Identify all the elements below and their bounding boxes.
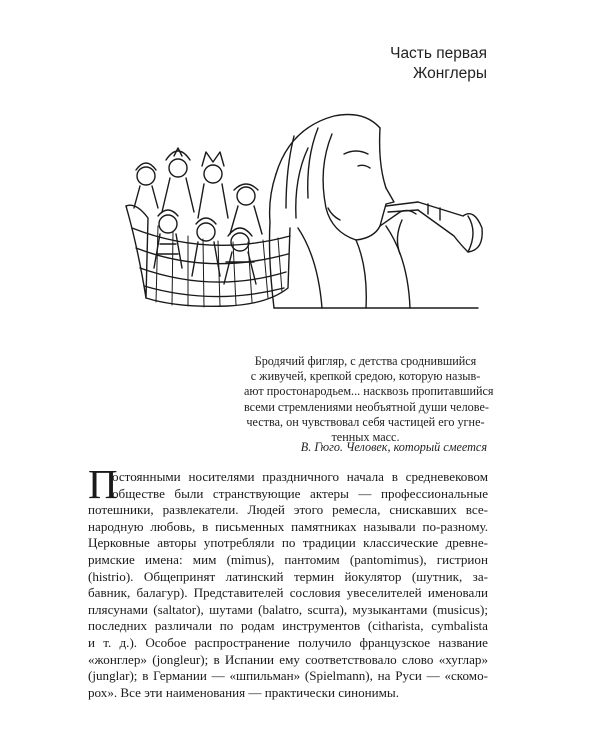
body-line: и т. д.). Особое распространение получило французское название: [88, 634, 488, 650]
part-title: Жонглеры: [412, 65, 487, 82]
body-line: (junglar); в Германии — «шпильман» (Spielmann), на Руси — «скомо-: [88, 668, 488, 684]
body-line: потешники, развлекатели. Людей этого ремесла, снискавших все-: [88, 502, 488, 518]
body-line: «жонглер» (jongleur); в Испании ему соответствовало слово «хуглар»: [88, 651, 488, 667]
epigraph-line: чества, он чувствовал себя частицей его угне-: [246, 414, 485, 429]
puppets: [134, 148, 262, 284]
part-heading: [390, 44, 487, 84]
horn: [386, 202, 482, 252]
epigraph-attribution: В. Гюго. Человек, который смеется: [300, 440, 487, 454]
epigraph-line: тенных масс.: [331, 430, 400, 445]
epigraph-line: с живучей, крепкой средою, которую назыв-: [250, 369, 481, 384]
epigraph: [244, 354, 494, 445]
body-line: народную любовь, в письменных памятниках называли по-разному.: [88, 518, 488, 534]
epigraph-line: всеми стремлениями необъятной души челове-: [244, 399, 489, 414]
body-line: бавник, балагур). Представителей сословия увеселителей именовали: [88, 585, 488, 601]
body-line: римские имена: мим (mimus), пантомим (pantomimus), гистрион: [88, 551, 488, 567]
body-line: последних различали по родам инструментов (citharista, cymbalista: [88, 618, 488, 634]
basket: [126, 205, 290, 307]
body-line: Церковные авторы употребляли по традиции классические древне-: [88, 535, 488, 551]
epigraph-line: ают простонародьем... насквозь пропитавшийся: [244, 384, 494, 399]
body-paragraph: [88, 461, 488, 701]
body-line: остоянными носителями праздничного начала в средневековом: [112, 469, 488, 484]
body-line: (histrio). Общепринят латинский термин йокулятор (шутник, за-: [88, 568, 488, 584]
body-line: рох». Все эти наименования — практически синонимы.: [88, 684, 400, 700]
epigraph-line: Бродячий фигляр, с детства сроднившийся: [254, 354, 477, 368]
jongleur-illustration: [118, 108, 488, 313]
part-number: Часть первая: [390, 45, 487, 62]
body-line: обществе были странствующие актеры — профессиональные: [112, 485, 488, 501]
body-line: плясунами (saltator), шутами (balatro, scurra), музыкантами (musicus);: [88, 601, 488, 617]
drop-cap: П: [88, 461, 118, 507]
